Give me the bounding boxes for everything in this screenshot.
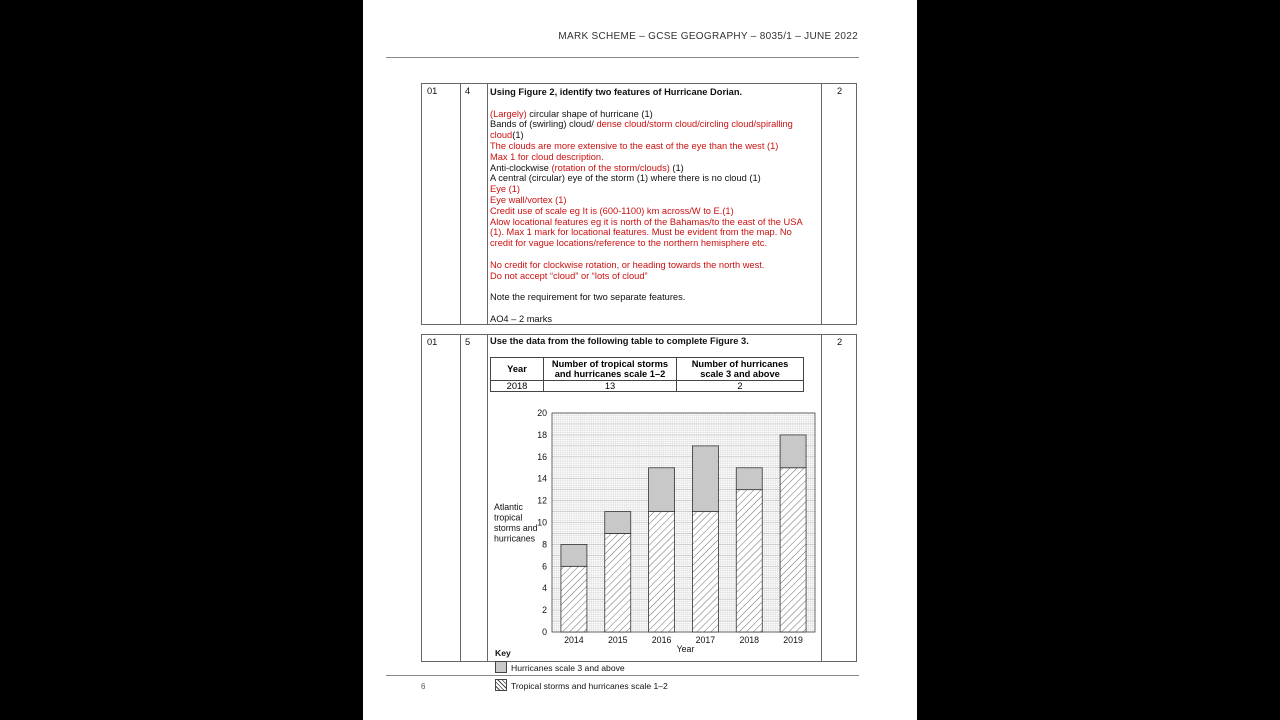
key-swatch-hurricanes <box>495 661 507 673</box>
y-tick-label: 14 <box>537 473 547 484</box>
table-cell-hurricanes: 2 <box>677 381 804 392</box>
table-header-storms: Number of tropical storms and hurricanes scale 1–2 <box>544 358 677 381</box>
footer-rule <box>386 675 859 676</box>
question-part: 4 <box>465 86 471 96</box>
x-tick-label: 2015 <box>607 635 628 645</box>
y-tick-label: 0 <box>542 627 547 637</box>
table-cell-storms: 13 <box>544 381 677 392</box>
bar-hurricanes-2019 <box>780 435 806 468</box>
y-tick-label: 4 <box>542 583 547 594</box>
question-marks: 2 <box>837 86 843 96</box>
answer-max-cloud: Max 1 for cloud description. <box>490 151 604 162</box>
answer-eye-wall: Eye wall/vortex (1) <box>490 194 567 205</box>
y-tick-label: 8 <box>542 539 547 550</box>
y-axis-label: storms and <box>494 523 538 533</box>
bar-hurricanes-2016 <box>649 468 675 512</box>
y-tick-label: 12 <box>537 495 547 506</box>
question-number: 01 <box>427 337 438 347</box>
y-tick-label: 16 <box>537 451 547 462</box>
x-tick-label: 2016 <box>651 635 672 645</box>
key-title: Key <box>495 648 511 658</box>
answer-cloud-bands: Bands of (swirling) cloud/ dense cloud/storm cloud/circling cloud/spiralling cloud(1) <box>490 119 793 141</box>
bar-hurricanes-2018 <box>736 468 762 490</box>
question-01-4-content <box>490 87 810 325</box>
assessment-objective: AO4 – 2 marks <box>490 313 553 324</box>
bar-tropical-storms-2016 <box>649 512 675 632</box>
answer-cloud-extent: The clouds are more extensive to the east of the eye than the west (1) <box>490 140 779 151</box>
bar-hurricanes-2017 <box>692 446 718 512</box>
bar-hurricanes-2015 <box>605 512 631 534</box>
y-axis-label: hurricanes <box>494 533 536 544</box>
x-tick-label: 2014 <box>564 635 584 645</box>
table-header-year: Year <box>491 358 544 381</box>
answer-scale: Credit use of scale eg It is (600-1100) km across/W to E.(1) <box>490 205 734 216</box>
y-tick-label: 18 <box>537 429 547 440</box>
bar-hurricanes-2014 <box>561 544 587 566</box>
y-tick-label: 20 <box>537 408 547 418</box>
answer-no-credit: No credit for clockwise rotation, or heading towards the north west. <box>490 259 765 270</box>
answer-not-accept: Do not accept “cloud” or “lots of cloud” <box>490 270 648 281</box>
table-cell-year: 2018 <box>491 381 544 392</box>
mark-scheme-page <box>363 0 917 720</box>
bar-tropical-storms-2014 <box>561 566 587 632</box>
y-tick-label: 10 <box>537 517 547 528</box>
question-number: 01 <box>427 86 438 96</box>
answer-anticlockwise: Anti-clockwise (rotation of the storm/clouds) (1) <box>490 162 684 173</box>
question-part: 5 <box>465 337 471 347</box>
question-01-5-content <box>363 336 917 720</box>
bar-tropical-storms-2015 <box>605 533 631 632</box>
y-axis-label: tropical <box>494 512 523 523</box>
answer-circular-shape: (Largely) circular shape of hurricane (1) <box>490 108 653 119</box>
page-number: 6 <box>421 682 426 691</box>
header-rule <box>386 57 859 58</box>
answer-note: Note the requirement for two separate features. <box>490 292 686 303</box>
figure-3-chart <box>363 336 917 720</box>
answer-eye: Eye (1) <box>490 184 520 195</box>
answer-central-eye: A central (circular) eye of the storm (1) where there is no cloud (1) <box>490 173 761 184</box>
x-axis-label: Year <box>676 644 695 654</box>
question-text: Use the data from the following table to complete Figure 3. <box>490 336 749 346</box>
question-marks: 2 <box>837 337 843 347</box>
key-label-tropical: Tropical storms and hurricanes scale 1–2 <box>511 681 668 691</box>
key-label-hurricanes: Hurricanes scale 3 and above <box>511 663 625 673</box>
y-tick-label: 2 <box>542 605 547 616</box>
table-header-hurricanes: Number of hurricanes scale 3 and above <box>677 358 804 381</box>
y-tick-label: 6 <box>542 561 547 572</box>
bar-tropical-storms-2018 <box>736 490 762 632</box>
x-tick-label: 2019 <box>783 635 803 645</box>
page-header: MARK SCHEME – GCSE GEOGRAPHY – 8035/1 – JUNE 2022 <box>558 31 858 42</box>
answer-location: Alow locational features eg it is north of the Bahamas/to the east of the USA (1). Max 1 mark for locational features. Must be evident from the map. No credit for vague locations/reference to the northern hemisphere etc. <box>490 216 803 249</box>
y-axis-label: Atlantic <box>494 502 523 512</box>
key-swatch-tropical <box>495 679 507 691</box>
x-tick-label: 2017 <box>695 635 716 645</box>
x-tick-label: 2018 <box>739 635 760 645</box>
bar-tropical-storms-2019 <box>780 468 806 632</box>
bar-tropical-storms-2017 <box>692 512 718 632</box>
question-text: Using Figure 2, identify two features of Hurricane Dorian. <box>490 87 743 97</box>
